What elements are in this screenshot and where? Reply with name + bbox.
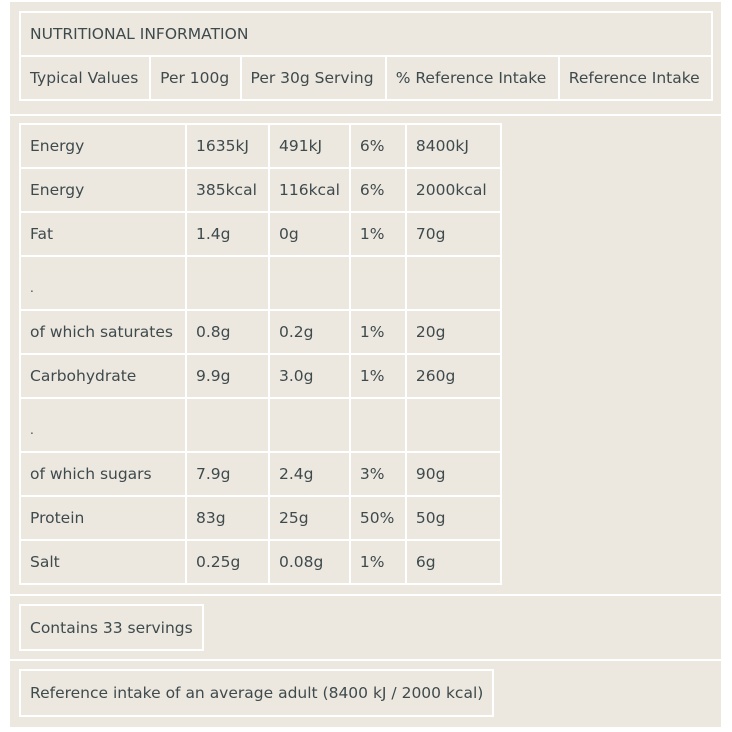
percent-ri-value: 6% [350,168,406,212]
percent-ri-value: 1% [350,310,406,354]
table-row [20,496,501,540]
per-100g-value: 1635kJ [186,124,269,168]
nutrient-name: Salt [20,540,186,584]
nutrient-name: Carbohydrate [20,354,186,398]
reference-intake-value: 70g [406,212,501,256]
nutrient-name: of which sugars [20,452,186,496]
servings-text: Contains 33 servings [20,605,203,650]
per-serving-value: 0.2g [269,310,350,354]
percent-ri-value: 50% [350,496,406,540]
per-100g-value: 1.4g [186,212,269,256]
per-100g-value: 385kcal [186,168,269,212]
percent-ri-value [350,398,406,452]
nutrient-name: . [20,256,186,310]
column-header-percent-ri: % Reference Intake [386,56,559,100]
table-row-spacer [20,256,501,310]
reference-intake-note: Reference intake of an average adult (8400 kJ / 2000 kcal) [20,670,493,716]
reference-intake-value: 8400kJ [406,124,501,168]
per-100g-value [186,398,269,452]
reference-intake-value: 90g [406,452,501,496]
table-row [20,452,501,496]
reference-intake-value: 2000kcal [406,168,501,212]
reference-panel [10,661,721,727]
column-header-per-serving: Per 30g Serving [241,56,386,100]
column-header-typical-values: Typical Values [20,56,150,100]
per-serving-value: 0.08g [269,540,350,584]
per-100g-value [186,256,269,310]
per-100g-value: 83g [186,496,269,540]
per-serving-value [269,256,350,310]
nutrition-header-table [19,11,713,101]
reference-row [20,670,493,716]
percent-ri-value: 1% [350,540,406,584]
table-row [20,354,501,398]
reference-intake-value: 50g [406,496,501,540]
title-row [20,12,712,56]
percent-ri-value: 6% [350,124,406,168]
nutrient-name: Fat [20,212,186,256]
reference-intake-value: 260g [406,354,501,398]
per-serving-value: 25g [269,496,350,540]
table-row-spacer [20,398,501,452]
column-header-row [20,56,712,100]
table-row [20,124,501,168]
per-serving-value: 116kcal [269,168,350,212]
servings-panel [10,596,721,659]
table-row [20,212,501,256]
percent-ri-value [350,256,406,310]
column-header-reference-intake: Reference Intake [559,56,712,100]
table-row [20,540,501,584]
nutrient-name: Protein [20,496,186,540]
reference-intake-value [406,256,501,310]
percent-ri-value: 1% [350,212,406,256]
percent-ri-value: 3% [350,452,406,496]
percent-ri-value: 1% [350,354,406,398]
per-serving-value: 0g [269,212,350,256]
column-header-per-100g: Per 100g [150,56,240,100]
per-serving-value: 2.4g [269,452,350,496]
nutrition-title: NUTRITIONAL INFORMATION [20,12,712,56]
nutrient-name: of which saturates [20,310,186,354]
per-100g-value: 0.8g [186,310,269,354]
reference-intake-value: 6g [406,540,501,584]
per-100g-value: 0.25g [186,540,269,584]
nutrient-table [19,123,502,585]
servings-table [19,604,204,651]
table-row [20,168,501,212]
reference-intake-value [406,398,501,452]
per-serving-value: 491kJ [269,124,350,168]
nutrient-name: Energy [20,168,186,212]
nutrients-panel [10,116,721,594]
reference-table [19,669,494,717]
per-100g-value: 7.9g [186,452,269,496]
table-row [20,310,501,354]
per-100g-value: 9.9g [186,354,269,398]
per-serving-value [269,398,350,452]
reference-intake-value: 20g [406,310,501,354]
nutrition-header-panel [10,2,721,114]
nutrient-name: Energy [20,124,186,168]
per-serving-value: 3.0g [269,354,350,398]
servings-row [20,605,203,650]
nutrient-name: . [20,398,186,452]
